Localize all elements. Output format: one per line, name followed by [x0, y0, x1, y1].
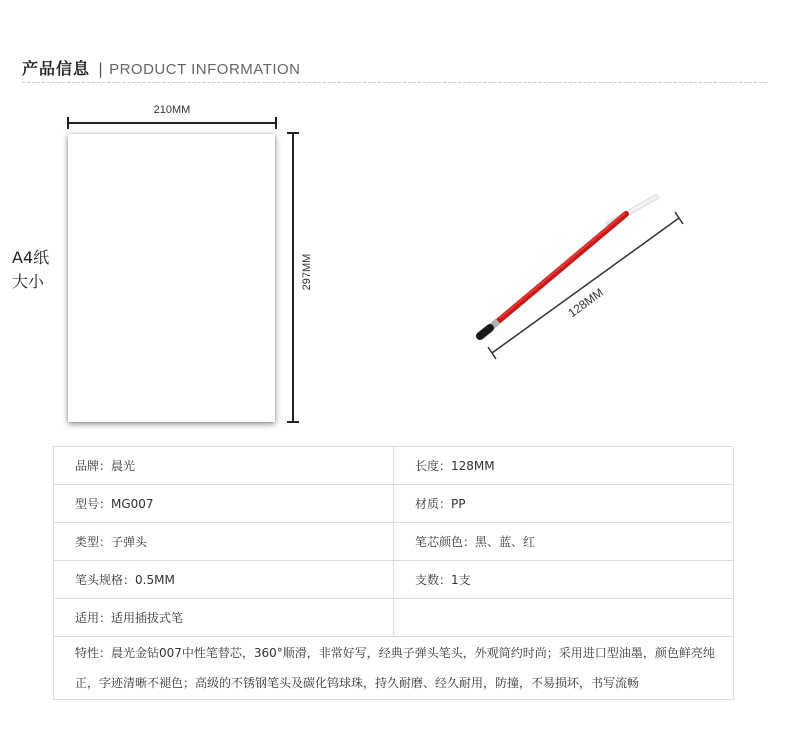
pen-refill — [480, 197, 656, 336]
header-divider — [22, 82, 767, 83]
spec-ink-colors: 笔芯颜色：黑、蓝、红 — [393, 523, 733, 561]
paper-size-label-line2: 大小 — [12, 272, 45, 291]
table-row — [54, 637, 734, 700]
paper-width-dimension-line — [68, 122, 276, 124]
pen-refill-illustration — [460, 190, 700, 370]
spec-fit: 适用：适用插拔式笔 — [54, 599, 394, 637]
paper-width-tick-left — [67, 117, 69, 129]
paper-height-tick-bottom — [287, 421, 299, 423]
spec-empty-cell — [393, 599, 733, 637]
paper-height-label: 297MM — [301, 253, 313, 291]
spec-material: 材质：PP — [393, 485, 733, 523]
spec-count: 支数：1支 — [393, 561, 733, 599]
spec-model: 型号：MG007 — [54, 485, 394, 523]
spec-length: 长度：128MM — [393, 447, 733, 485]
section-title-cn: 产品信息 — [22, 59, 91, 78]
product-spec-table — [53, 446, 734, 700]
pen-length-label: 128MM — [565, 285, 606, 321]
paper-height-tick-top — [287, 132, 299, 134]
table-row — [54, 523, 734, 561]
section-title-en: PRODUCT INFORMATION — [109, 61, 301, 78]
title-separator: | — [98, 60, 104, 78]
paper-width-label: 210MM — [153, 104, 191, 116]
paper-size-label-line1: A4纸 — [12, 248, 50, 267]
table-row — [54, 485, 734, 523]
spec-type: 类型：子弹头 — [54, 523, 394, 561]
paper-size-label — [12, 246, 49, 294]
paper-width-tick-right — [275, 117, 277, 129]
section-header — [22, 56, 301, 80]
paper-height-dimension-line — [292, 133, 294, 423]
table-row — [54, 447, 734, 485]
spec-brand: 品牌：晨光 — [54, 447, 394, 485]
a4-paper-illustration — [68, 134, 275, 422]
table-row — [54, 599, 734, 637]
table-row — [54, 561, 734, 599]
pen-length-dimension — [488, 212, 683, 359]
spec-tip-size: 笔头规格：0.5MM — [54, 561, 394, 599]
spec-features: 特性：晨光金钻007中性笔替芯，360°顺滑，非常好写，经典子弹头笔头，外观简约时尚；采用进口型油墨，颜色鲜亮纯正，字迹清晰不褪色；高级的不锈钢笔头及碳化钨球珠，持久耐磨、经久耐用，防撞，不易损坏，书写流畅 — [54, 637, 734, 700]
